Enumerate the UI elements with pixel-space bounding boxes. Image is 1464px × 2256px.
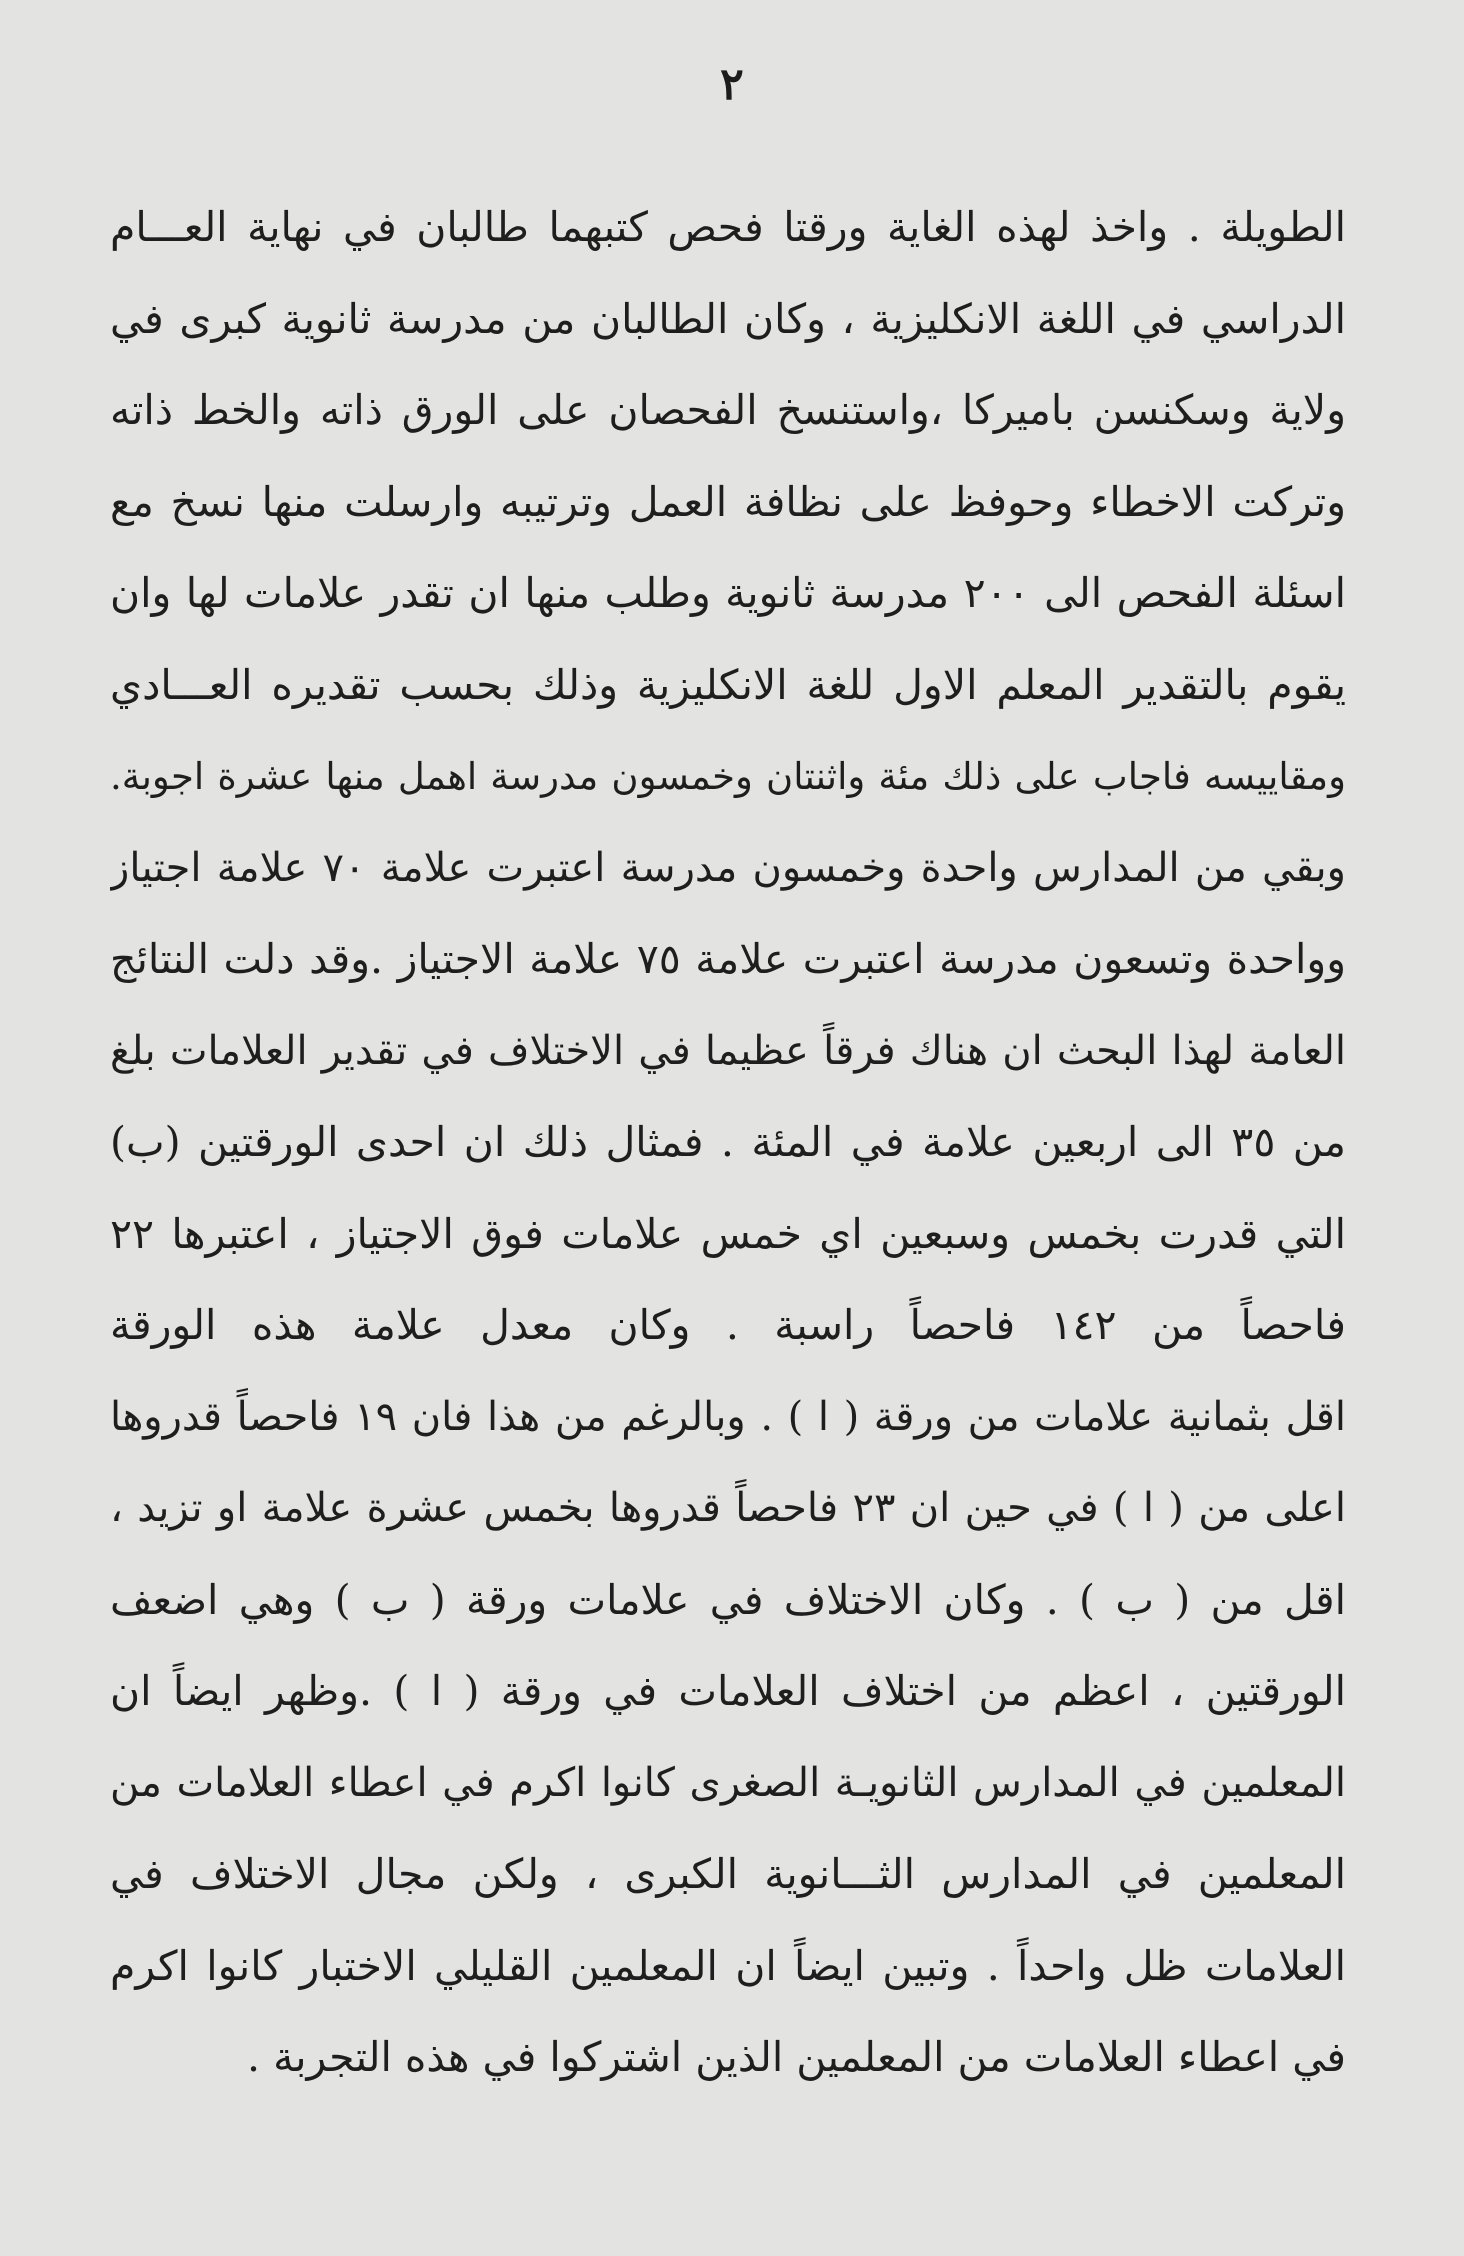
text-line: المعلمين في المدارس الثـــانوية الكبرى ، ولكن مجال الاختلاف في xyxy=(110,1850,1346,1898)
text-line: وتركت الاخطاء وحوفظ على نظافة العمل وترتيبه وارسلت منها نسخ مع xyxy=(110,477,1346,526)
text-line: ومقاييسه فاجاب على ذلك مئة واثنتان وخمسون مدرسة اهمل منها عشرة اجوبة. xyxy=(110,755,1346,798)
text-line: العلامات ظل واحداً . وتبين ايضاً ان المعلمين القليلي الاختبار كانوا اكرم xyxy=(110,1941,1346,1990)
text-line: الدراسي في اللغة الانكليزية ، وكان الطالبان من مدرسة ثانوية كبرى في xyxy=(110,294,1346,343)
text-line: اعلى من ( ا ) في حين ان ٢٣ فاحصاً قدروها بخمس عشرة علامة او تزيد ، xyxy=(110,1485,1346,1531)
text-line: اسئلة الفحص الى ٢٠٠ مدرسة ثانوية وطلب منها ان تقدر علامات لها وان xyxy=(110,569,1346,617)
text-line: الورقتين ، اعظم من اختلاف العلامات في ورقة ( ا ) .وظهر ايضاً ان xyxy=(110,1667,1346,1715)
text-line: ولاية وسكنسن باميركا ،واستنسخ الفحصان على الورق ذاته والخط ذاته xyxy=(110,386,1346,434)
text-line: اقل من ( ب ) . وكان الاختلاف في علامات ورقة ( ب ) وهي اضعف xyxy=(110,1575,1346,1624)
page-number: ٢ xyxy=(720,59,744,110)
text-line: اقل بثمانية علامات من ورقة ( ا ) . وبالرغم من هذا فان ١٩ فاحصاً قدروها xyxy=(110,1393,1346,1440)
text-line: يقوم بالتقدير المعلم الاول للغة الانكليزية وذلك بحسب تقديره العـــادي xyxy=(110,660,1346,709)
text-line: وبقي من المدارس واحدة وخمسون مدرسة اعتبرت علامة ٧٠ علامة اجتياز xyxy=(110,844,1346,891)
text-line: العامة لهذا البحث ان هناك فرقاً عظيما في الاختلاف في تقدير العلامات بلغ xyxy=(110,1027,1346,1074)
text-line: المعلمين في المدارس الثانويـة الصغرى كانوا اكرم في اعطاء العلامات من xyxy=(110,1759,1346,1806)
text-line: التي قدرت بخمس وسبعين اي خمس علامات فوق الاجتياز ، اعتبرها ٢٢ xyxy=(110,1209,1346,1258)
text-line: فاحصاً من ١٤٢ فاحصاً راسبة . وكان معدل علامة هذه الورقة xyxy=(110,1301,1346,1349)
text-line: في اعطاء العلامات من المعلمين الذين اشتركوا في هذه التجربة . xyxy=(247,2033,1346,2081)
text-line: من ٣٥ الى اربعين علامة في المئة . فمثال ذلك ان احدى الورقتين (ب) xyxy=(110,1118,1346,1166)
body-text xyxy=(110,182,1346,2104)
text-line: الطويلة . واخذ لهذه الغاية ورقتا فحص كتبهما طالبان في نهاية العـــام xyxy=(110,203,1346,251)
text-line: وواحدة وتسعون مدرسة اعتبرت علامة ٧٥ علامة الاجتياز .وقد دلت النتائج xyxy=(110,935,1346,983)
